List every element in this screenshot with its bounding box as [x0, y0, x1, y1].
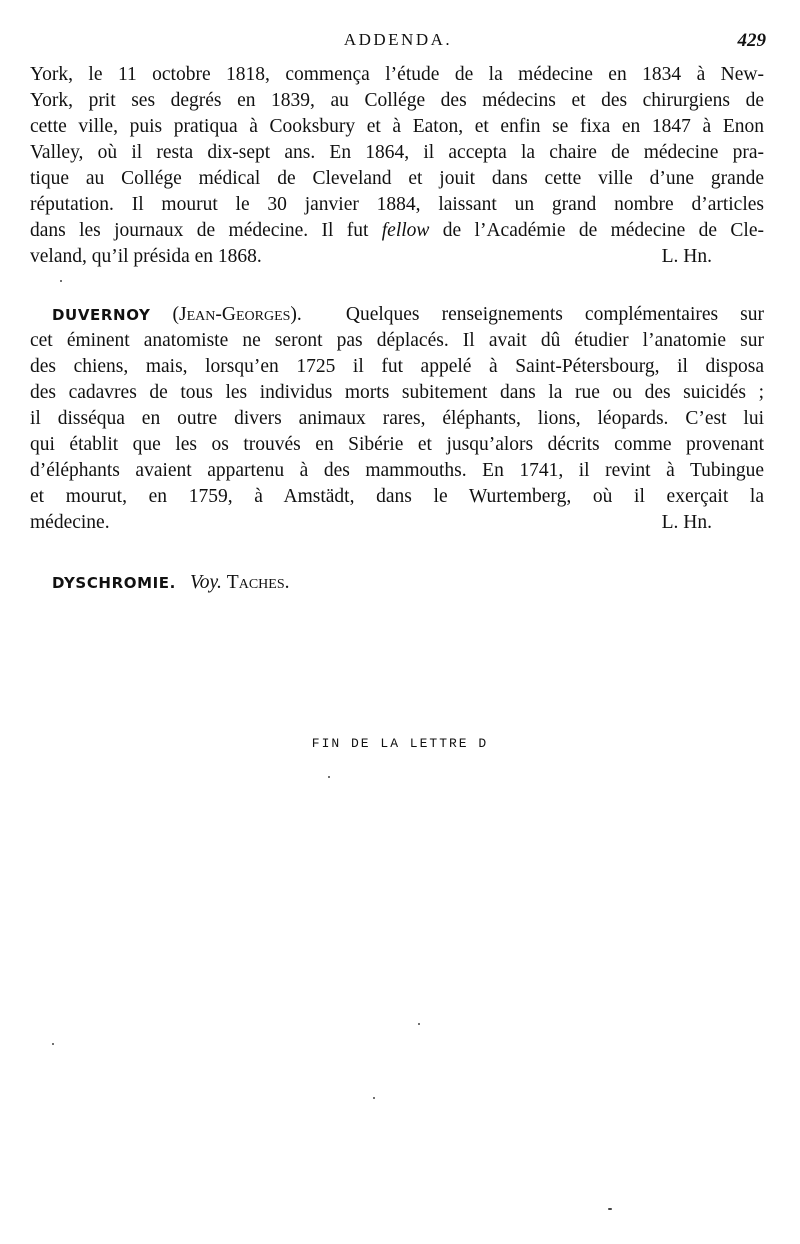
entry-headword: DYSCHROMIE.: [52, 574, 176, 592]
text-line: cet éminent anatomiste ne seront pas déplacés. Il avait dû étudier l’anatomie sur: [30, 330, 764, 351]
text-line: [30, 302, 764, 328]
text-line: [30, 244, 764, 270]
see-also-label: Voy.: [189, 572, 222, 593]
text-segment: dans les journaux de médecine. Il fut: [30, 220, 382, 241]
print-speck: [373, 1097, 375, 1099]
text-line: il disséqua en outre divers animaux rares, éléphants, lions, léopards. C’est lui: [30, 408, 764, 429]
text-line: [30, 218, 764, 244]
italic-term: fellow: [381, 220, 430, 241]
text-line: des cadavres de tous les individus morts subitement dans la rue ou des suicidés ;: [30, 382, 764, 403]
text-line: tique au Collége médical de Cleveland et jouit dans cette ville d’une grande: [30, 168, 764, 189]
text-line: qui établit que les os trouvés en Sibérie et jusqu’alors décrits comme provenant: [30, 434, 764, 455]
cross-reference: Taches.: [226, 572, 290, 593]
print-speck: [608, 1208, 612, 1210]
running-head: [28, 30, 768, 56]
entry-forename: (Jean-Georges).: [172, 304, 302, 325]
page-number: 429: [737, 30, 766, 51]
text-line: réputation. Il mourut le 30 janvier 1884, laissant un grand nombre d’articles: [30, 194, 764, 215]
text-line: d’éléphants avaient appartenu à des mammouths. En 1741, il revint à Tubingue: [30, 460, 764, 481]
text-line: York, le 11 octobre 1818, commença l’étude de la médecine en 1834 à New-: [30, 64, 764, 85]
text-line: et mourut, en 1759, à Amstädt, dans le Wurtemberg, où il exerçait la: [30, 486, 764, 507]
last-line-text: médecine.: [30, 512, 110, 533]
text-segment: Quelques renseignements complémentaires sur: [345, 304, 764, 325]
end-of-letter-note: FIN DE LA LETTRE D: [311, 736, 489, 751]
running-title: ADDENDA.: [343, 30, 453, 49]
entry-duvernoy: [30, 302, 764, 536]
entry-headword: DUVERNOY: [52, 306, 151, 324]
text-line: York, prit ses degrés en 1839, au Collége des médecins et des chirurgiens de: [30, 90, 764, 111]
text-segment: de l’Académie de médecine de Cle-: [429, 220, 764, 241]
text-line: cette ville, puis pratiqua à Cooksbury et à Eaton, et enfin se fixa en 1847 à Enon: [30, 116, 764, 137]
author-signature: L. Hn.: [661, 512, 712, 533]
last-line-text: veland, qu’il présida en 1868.: [30, 246, 262, 267]
author-signature: L. Hn.: [661, 246, 712, 267]
text-line: Valley, où il resta dix-sept ans. En 1864, il accepta la chaire de médecine pra-: [30, 142, 764, 163]
text-line: [30, 510, 764, 536]
print-speck: [328, 776, 330, 778]
print-speck: [60, 280, 62, 282]
print-speck: [52, 1043, 54, 1045]
text-line: des chiens, mais, lorsqu’en 1725 il fut appelé à Saint-Pétersbourg, il disposa: [30, 356, 764, 377]
entry-continuation: [30, 62, 764, 270]
print-speck: [418, 1023, 420, 1025]
entry-dyschromie: [52, 572, 289, 594]
